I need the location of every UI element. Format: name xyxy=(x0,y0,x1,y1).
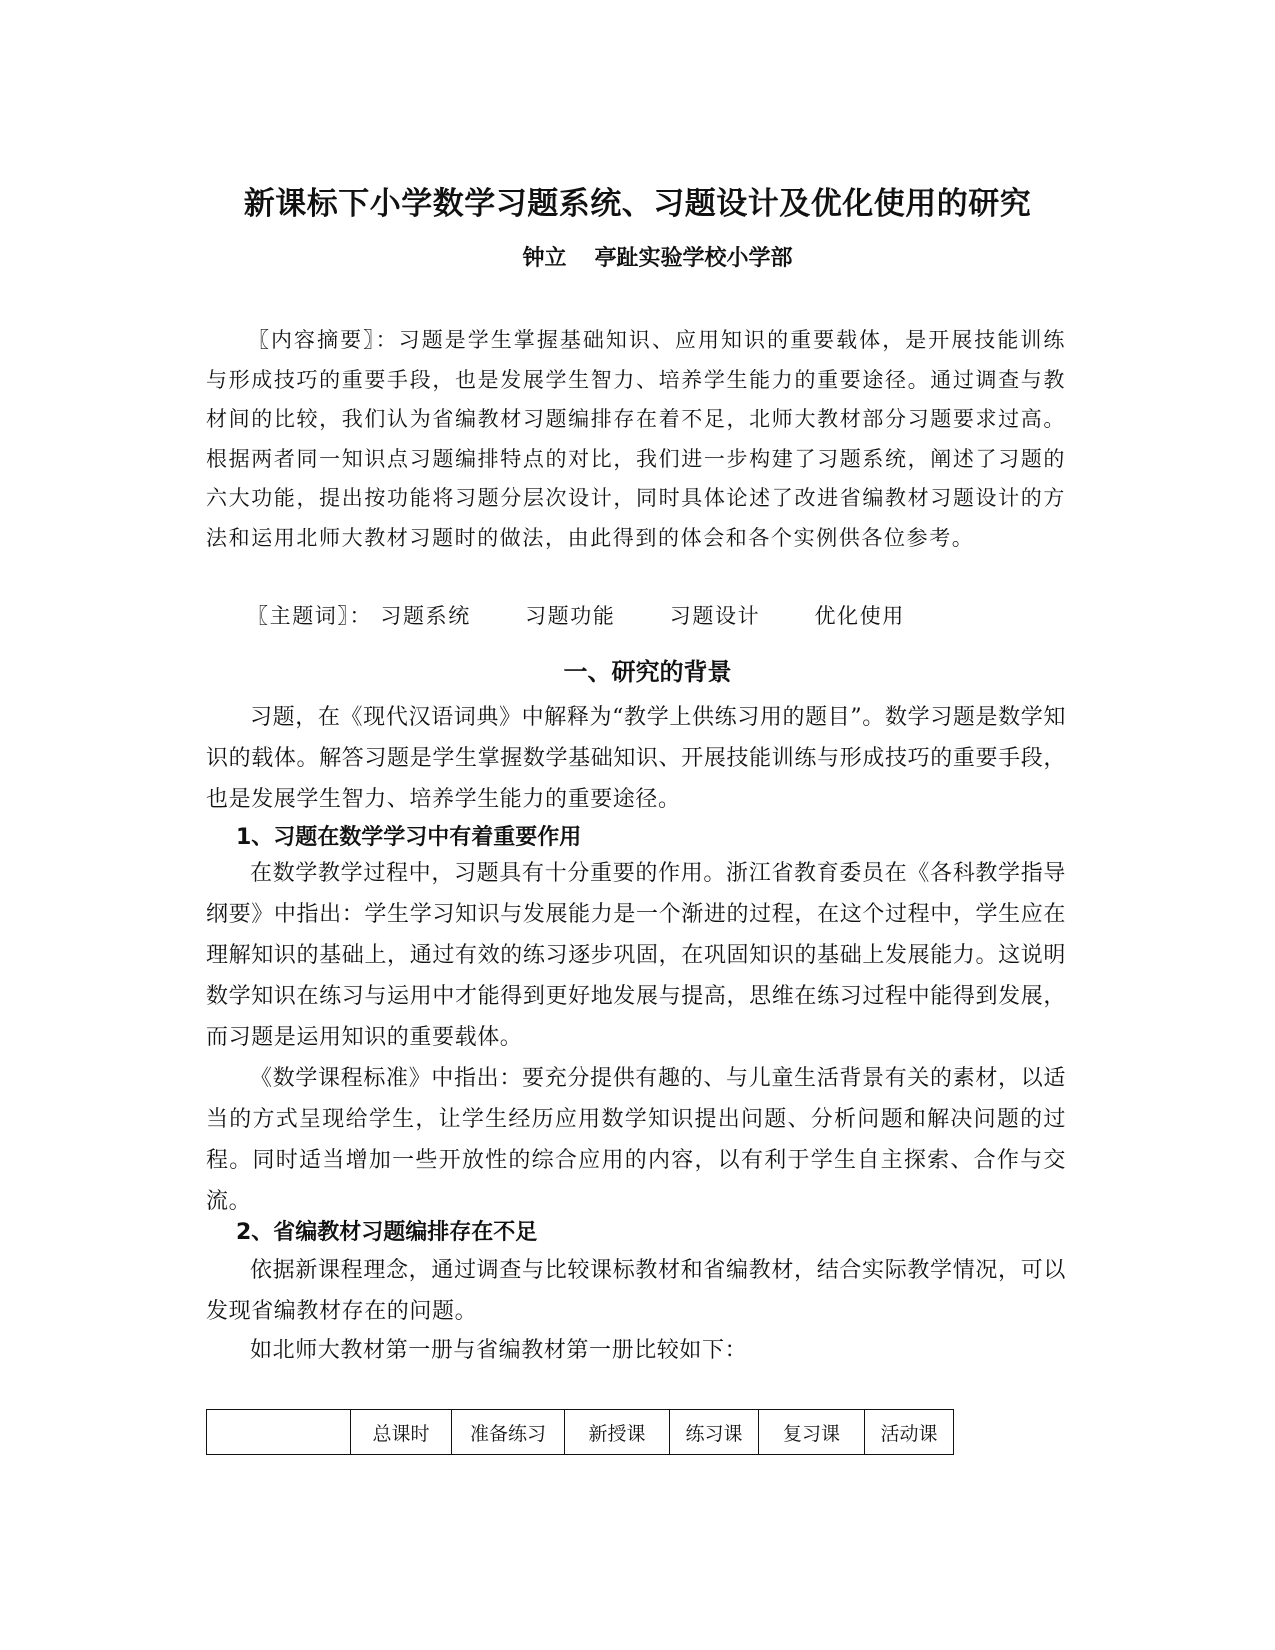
body-paragraph: 如北师大教材第一册与省编教材第一册比较如下： xyxy=(250,1338,748,1363)
section-heading: 一、研究的背景 xyxy=(563,658,732,686)
body-paragraph: 在数学教学过程中，习题具有十分重要的作用。浙江省教育委员在《各科教学指导纲要》中指出：学生学习知识与发展能力是一个渐进的过程，在这个过程中，学生应在理解知识的基础上，通过有效的练习逐步巩固，在巩固知识的基础上发展能力。这说明数学知识在练习与运用中才能得到更好地发展与提高，思维在练习过程中能得到发展，而习题是运用知识的重要载体。 xyxy=(206,861,1066,1050)
comparison-table xyxy=(206,1409,954,1455)
table-cell xyxy=(207,1410,351,1455)
body-paragraph: 《数学课程标准》中指出：要充分提供有趣的、与儿童生活背景有关的素材，以适当的方式呈现给学生，让学生经历应用数学知识提出问题、分析问题和解决问题的过程。同时适当增加一些开放性的综合应用的内容，以有利于学生自主探索、合作与交流。 xyxy=(206,1066,1066,1214)
keywords-label: 〖主题词〗： xyxy=(247,604,373,628)
abstract-paragraph: 〖内容摘要〗：习题是学生掌握基础知识、应用知识的重要载体，是开展技能训练与形成技巧的重要手段，也是发展学生智力、培养学生能力的重要途径。通过调查与教材间的比较，我们认为省编教材习题编排存在着不足，北师大教材部分习题要求过高。根据两者同一知识点习题编排特点的对比，我们进一步构建了习题系统，阐述了习题的六大功能，提出按功能将习题分层次设计，同时具体论述了改进省编教材习题设计的方法和运用北师大教材习题时的做法，由此得到的体会和各个实例供各位参考。 xyxy=(206,328,1066,550)
author-affiliation: 亭趾实验学校小学部 xyxy=(594,246,793,271)
document-title: 新课标下小学数学习题系统、习题设计及优化使用的研究 xyxy=(243,186,1032,222)
subsection-heading: 2、省编教材习题编排存在不足 xyxy=(236,1220,538,1245)
table-cell: 活动课 xyxy=(865,1410,954,1455)
keyword: 习题功能 xyxy=(525,604,616,628)
table-header-row xyxy=(207,1410,954,1455)
keywords-line xyxy=(247,600,951,630)
table-cell: 练习课 xyxy=(670,1410,759,1455)
body-paragraph: 依据新课程理念，通过调查与比较课标教材和省编教材，结合实际教学情况，可以发现省编教材存在的问题。 xyxy=(206,1258,1066,1324)
table-cell: 总课时 xyxy=(351,1410,452,1455)
keyword: 习题系统 xyxy=(380,604,471,628)
author-name: 钟立 xyxy=(522,246,567,271)
table-cell: 准备练习 xyxy=(452,1410,565,1455)
table-cell: 新授课 xyxy=(565,1410,670,1455)
keyword: 习题设计 xyxy=(669,604,761,628)
table-cell: 复习课 xyxy=(759,1410,865,1455)
subsection-heading: 1、习题在数学学习中有着重要作用 xyxy=(236,825,582,850)
keyword: 优化使用 xyxy=(814,604,905,628)
body-paragraph: 习题，在《现代汉语词典》中解释为“教学上供练习用的题目”。数学习题是数学知识的载体。解答习题是学生掌握数学基础知识、开展技能训练与形成技巧的重要手段，也是发展学生智力、培养学生能力的重要途径。 xyxy=(206,705,1066,812)
author-line xyxy=(0,241,1275,272)
